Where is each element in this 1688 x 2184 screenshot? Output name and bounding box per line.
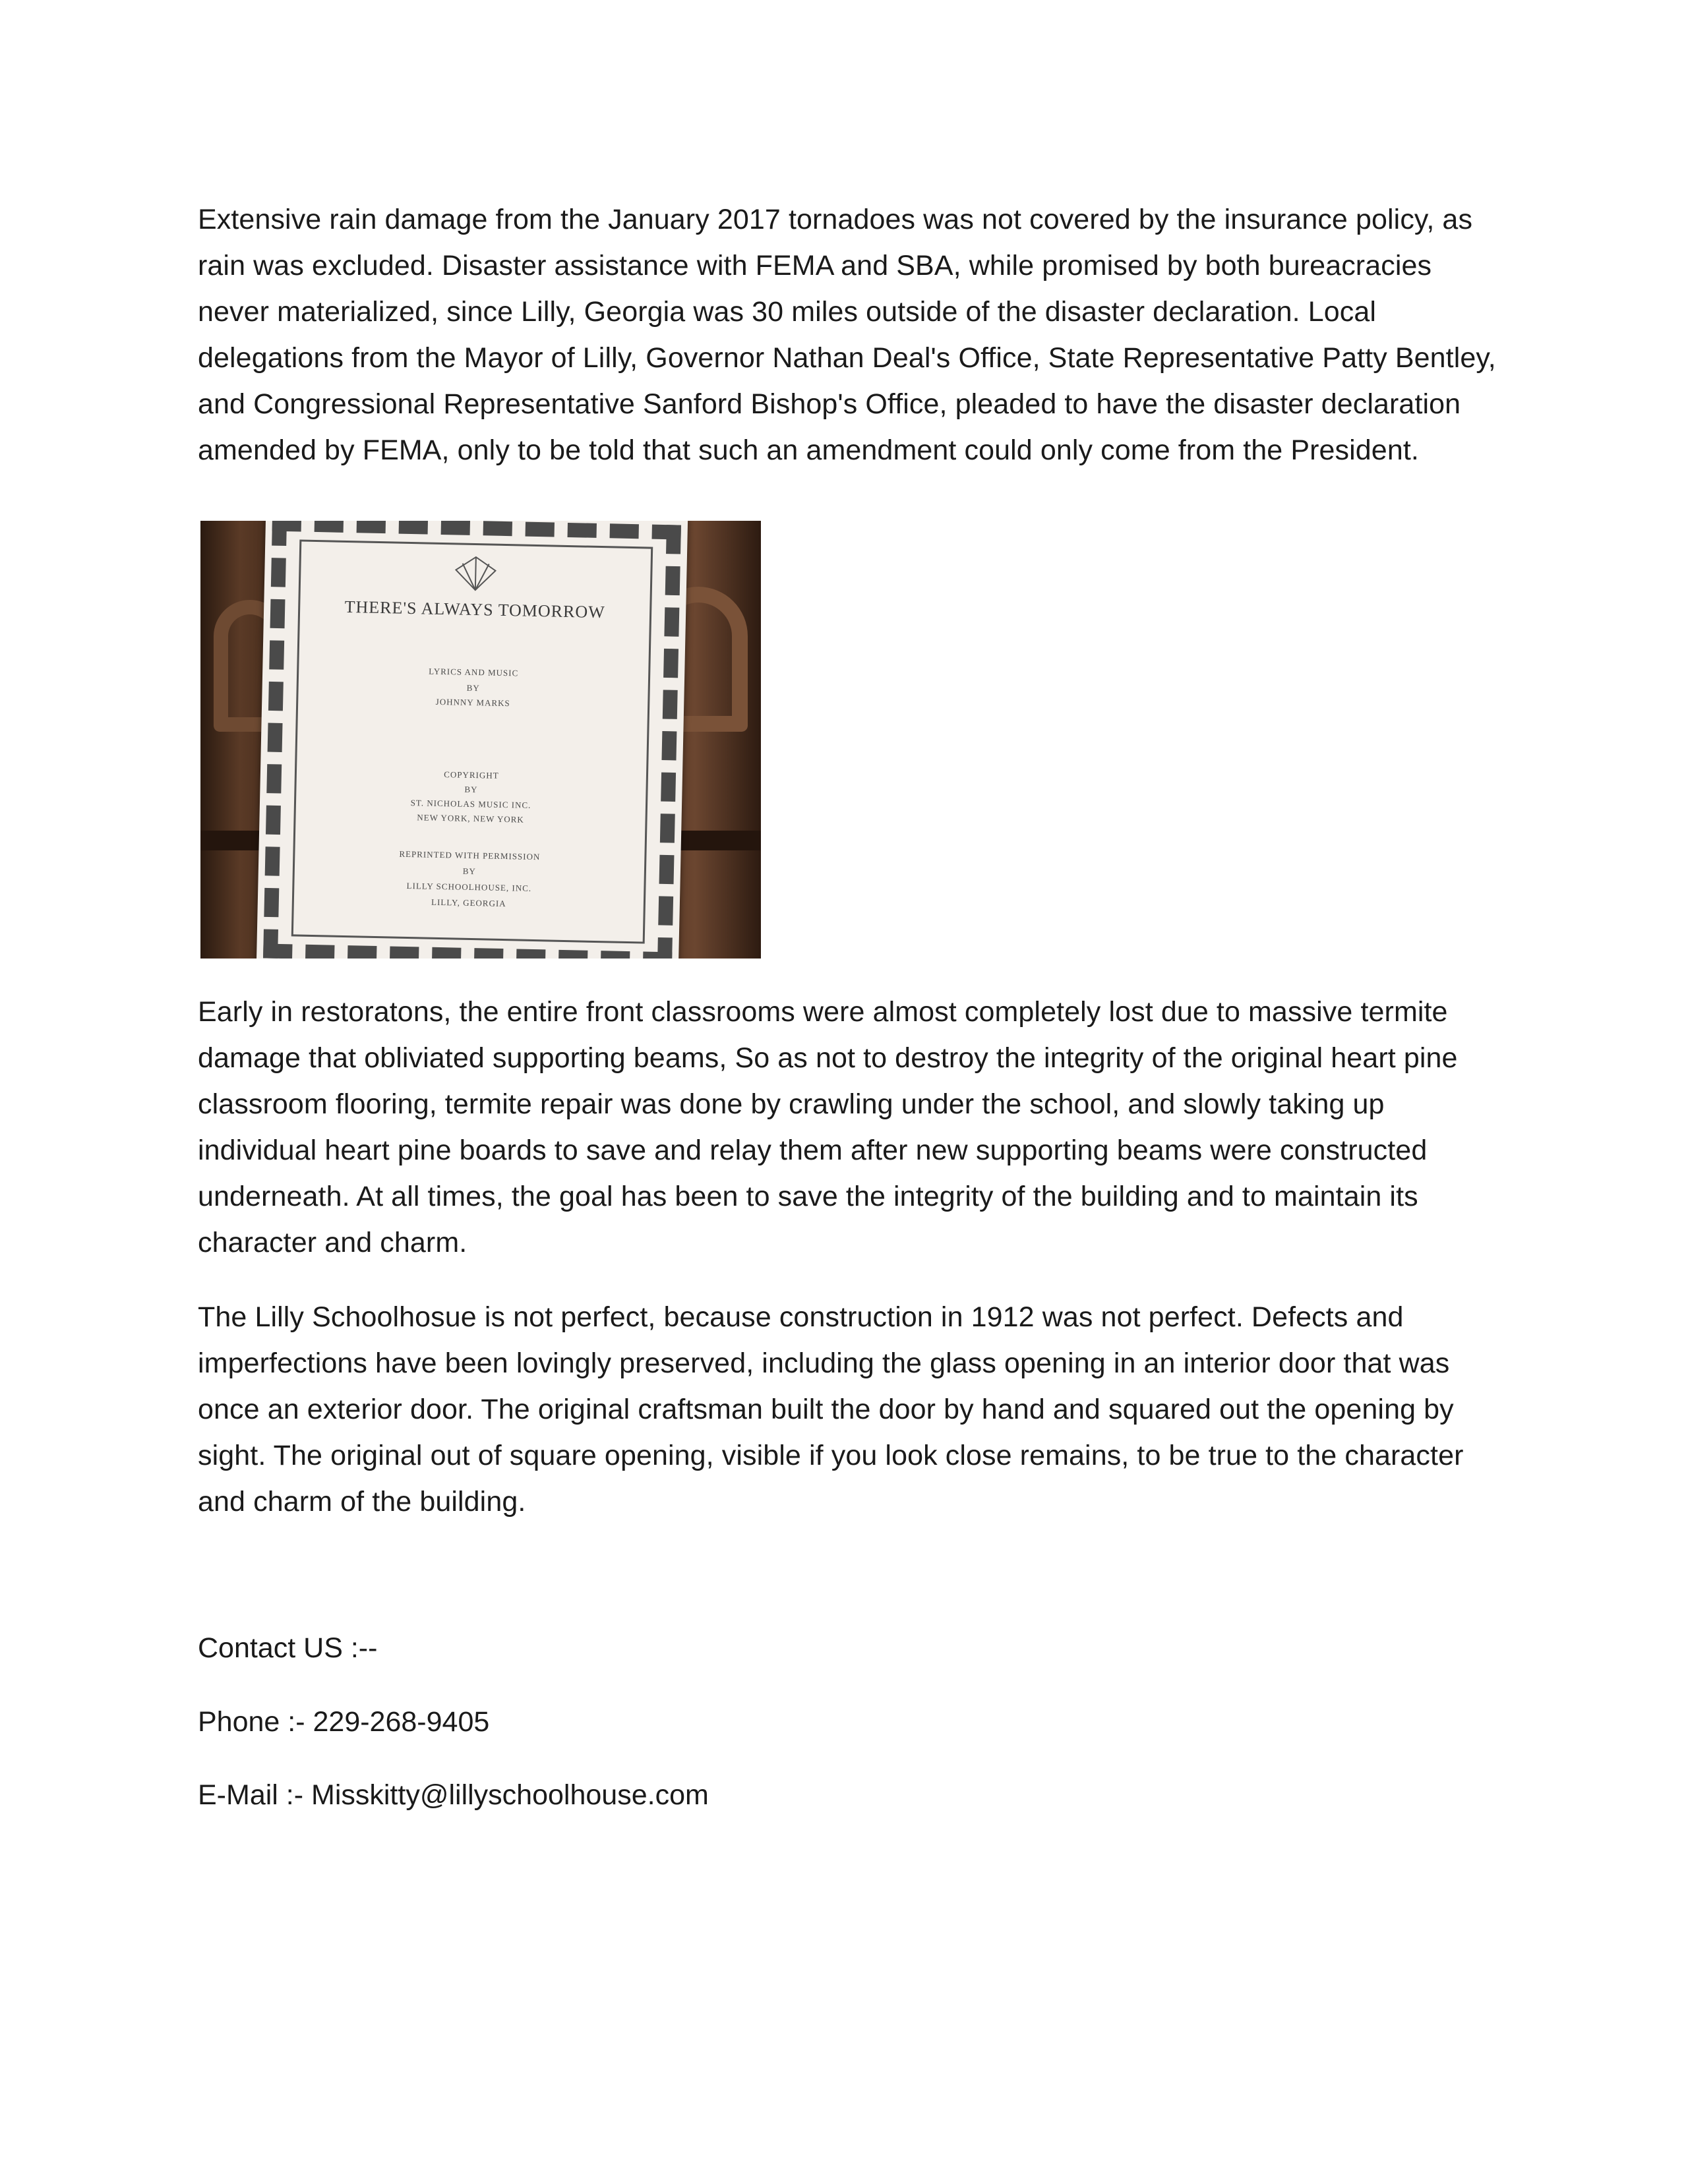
- sheet-music-photo: [200, 521, 761, 959]
- sheet-line: NEW YORK, NEW YORK: [417, 812, 524, 825]
- sheet-line: BY: [462, 866, 477, 877]
- sheet-line: LYRICS AND MUSIC: [429, 666, 519, 678]
- sheet-line: COPYRIGHT: [444, 769, 499, 781]
- fan-ornament-icon: [449, 553, 502, 594]
- contact-heading: Contact US :--: [198, 1632, 378, 1664]
- paragraph-termite-restoration: Early in restoratons, the entire front classrooms were almost completely lost due to massive termite damage that obliviated supporting beams, So as not to destroy the integrity of the original heart pine classroom flooring, termite repair was done by crawling under the school, and slowly taking up individual heart pine boards to save and relay them after new supporting beams were constructed underneath. At all times, the goal has been to save the integrity of the building and to maintain its character and charm.: [198, 996, 1458, 1258]
- sheet-line: LILLY, GEORGIA: [431, 897, 506, 909]
- sheet-line: REPRINTED WITH PERMISSION: [399, 848, 541, 862]
- paragraph-imperfections: The Lilly Schoolhosue is not perfect, because construction in 1912 was not perfect. Defects and imperfections have been lovingly preserved, including the glass opening in an interior door that was once an exterior door. The original craftsman built the door by hand and squared out the opening by sight. The original out of square opening, visible if you look close remains, to be true to the character and charm of the building.: [198, 1301, 1464, 1518]
- contact-email: E-Mail :- Misskitty@lillyschoolhouse.com: [198, 1779, 709, 1811]
- sheet-title: THERE'S ALWAYS TOMORROW: [344, 597, 606, 622]
- sheet-music-cover: [256, 521, 688, 959]
- sheet-line: BY: [466, 682, 480, 694]
- paragraph-rain-damage: Extensive rain damage from the January 2017 tornadoes was not covered by the insurance policy, as rain was excluded. Disaster assistance with FEMA and SBA, while promised by both bureacracies never materialized, since Lilly, Georgia was 30 miles outside of the disaster declaration. Local delegations from the Mayor of Lilly, Governor Nathan Deal's Office, State Representative Patty Bentley, and Congressional Representative Sanford Bishop's Office, pleaded to have the disaster declaration amended by FEMA, only to be told that such an amendment could only come from the President.: [198, 204, 1496, 466]
- sheet-line: JOHNNY MARKS: [435, 696, 510, 709]
- sheet-line: BY: [464, 784, 478, 795]
- sheet-line: ST. NICHOLAS MUSIC INC.: [410, 798, 531, 810]
- sheet-line: LILLY SCHOOLHOUSE, INC.: [406, 880, 532, 893]
- contact-phone: Phone :- 229-268-9405: [198, 1706, 490, 1738]
